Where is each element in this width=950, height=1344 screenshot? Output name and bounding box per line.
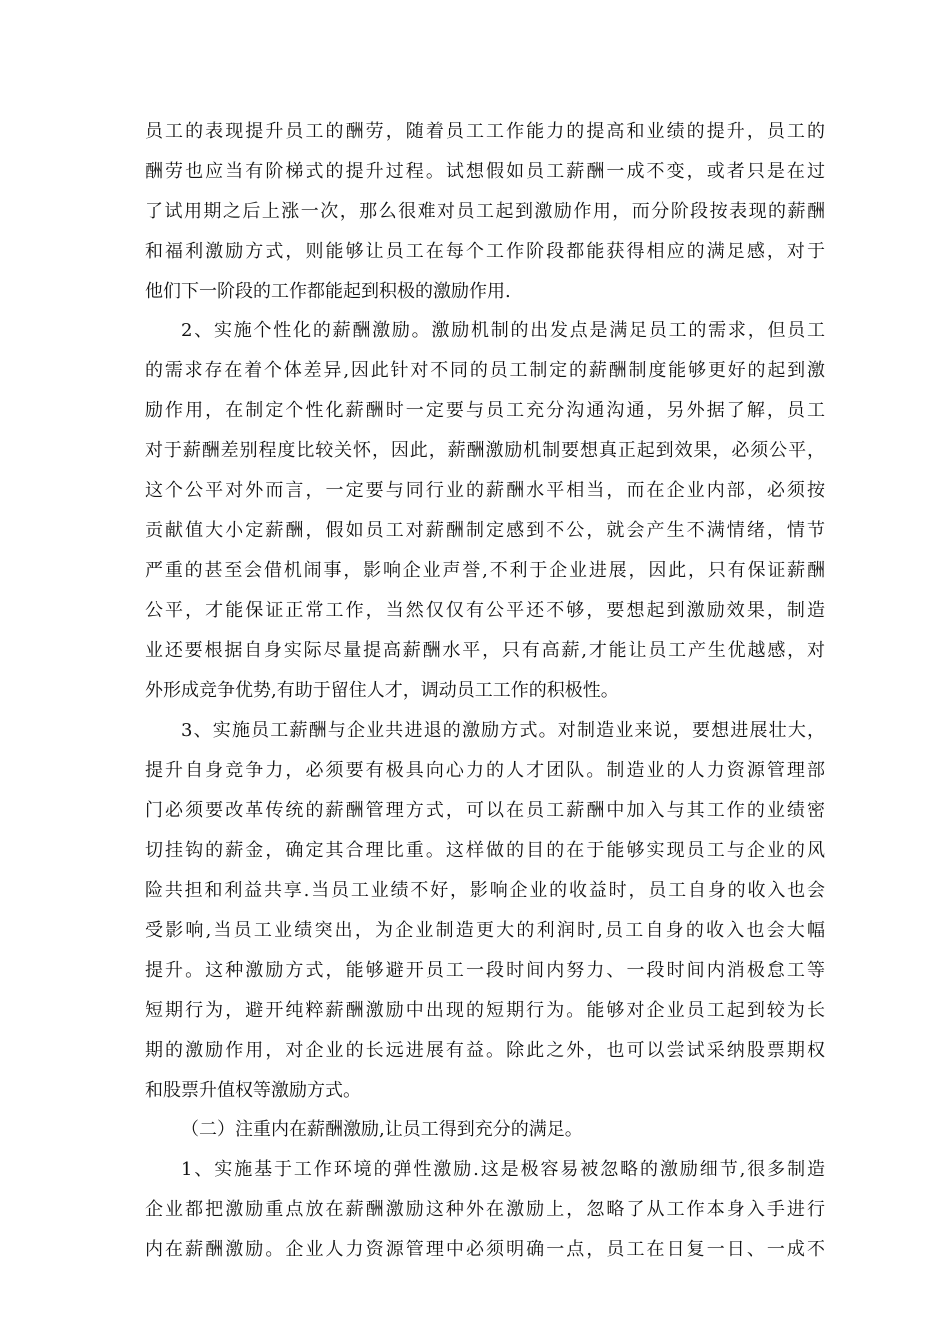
text-line: 员工的表现提升员工的酬劳，随着员工工作能力的提高和业绩的提升，员工的: [145, 121, 825, 142]
text-line: 短期行为，避开纯粹薪酬激励中出现的短期行为。能够对企业员工起到较为长: [145, 1000, 825, 1021]
text-line: 业还要根据自身实际尽量提高薪酬水平，只有高薪,才能让员工产生优越感，对: [145, 640, 825, 661]
text-line: 受影响,当员工业绩突出，为企业制造更大的利润时,员工自身的收入也会大幅: [145, 920, 825, 941]
text-line: 1、实施基于工作环境的弹性激励.这是极容易被忽略的激励细节,很多制造: [181, 1159, 825, 1180]
text-line: 严重的甚至会借机闹事，影响企业声誉,不利于企业进展，因此，只有保证薪酬: [145, 560, 825, 581]
text-line: 门必须要改革传统的薪酬管理方式，可以在员工薪酬中加入与其工作的业绩密: [145, 800, 825, 821]
text-line: 和股票升值权等激励方式。: [145, 1080, 361, 1101]
text-line: 和福利激励方式，则能够让员工在每个工作阶段都能获得相应的满足感，对于: [145, 241, 825, 262]
text-line: 对于薪酬差别程度比较关怀，因此，薪酬激励机制要想真正起到效果，必须公平，: [145, 440, 825, 461]
text-line: 提升自身竞争力，必须要有极具向心力的人才团队。制造业的人力资源管理部: [145, 760, 825, 781]
text-line: 外形成竞争优势,有助于留住人才，调动员工工作的积极性。: [145, 680, 619, 701]
text-line: 3、实施员工薪酬与企业共进退的激励方式。对制造业来说，要想进展壮大，: [181, 720, 825, 741]
text-line: 他们下一阶段的工作都能起到积极的激励作用.: [145, 281, 511, 302]
text-line: 公平，才能保证正常工作，当然仅仅有公平还不够，要想起到激励效果，制造: [145, 600, 825, 621]
section-heading: （二）注重内在薪酬激励,让员工得到充分的满足。: [181, 1119, 583, 1140]
text-line: 这个公平对外而言，一定要与同行业的薪酬水平相当，而在企业内部，必须按: [145, 480, 825, 501]
text-line: 内在薪酬激励。企业人力资源管理中必须明确一点，员工在日复一日、一成不: [145, 1239, 825, 1260]
text-line: 了试用期之后上涨一次，那么很难对员工起到激励作用，而分阶段按表现的薪酬: [145, 201, 825, 222]
text-line: 期的激励作用，对企业的长远进展有益。除此之外，也可以尝试采纳股票期权: [145, 1040, 825, 1061]
text-line: 提升。这种激励方式，能够避开员工一段时间内努力、一段时间内消极怠工等: [145, 960, 825, 981]
text-line: 励作用，在制定个性化薪酬时一定要与员工充分沟通沟通，另外据了解，员工: [145, 400, 825, 421]
text-line: 切挂钩的薪金，确定其合理比重。这样做的目的在于能够实现员工与企业的风: [145, 840, 825, 861]
text-line: 2、实施个性化的薪酬激励。激励机制的出发点是满足员工的需求，但员工: [181, 320, 825, 341]
text-line: 险共担和利益共享.当员工业绩不好，影响企业的收益时，员工自身的收入也会: [145, 880, 825, 901]
text-line: 酬劳也应当有阶梯式的提升过程。试想假如员工薪酬一成不变，或者只是在过: [145, 161, 825, 182]
text-line: 贡献值大小定薪酬，假如员工对薪酬制定感到不公，就会产生不满情绪，情节: [145, 520, 825, 541]
text-line: 的需求存在着个体差异,因此针对不同的员工制定的薪酬制度能够更好的起到激: [145, 360, 825, 381]
text-line: 企业都把激励重点放在薪酬激励这种外在激励上，忽略了从工作本身入手进行: [145, 1199, 825, 1220]
